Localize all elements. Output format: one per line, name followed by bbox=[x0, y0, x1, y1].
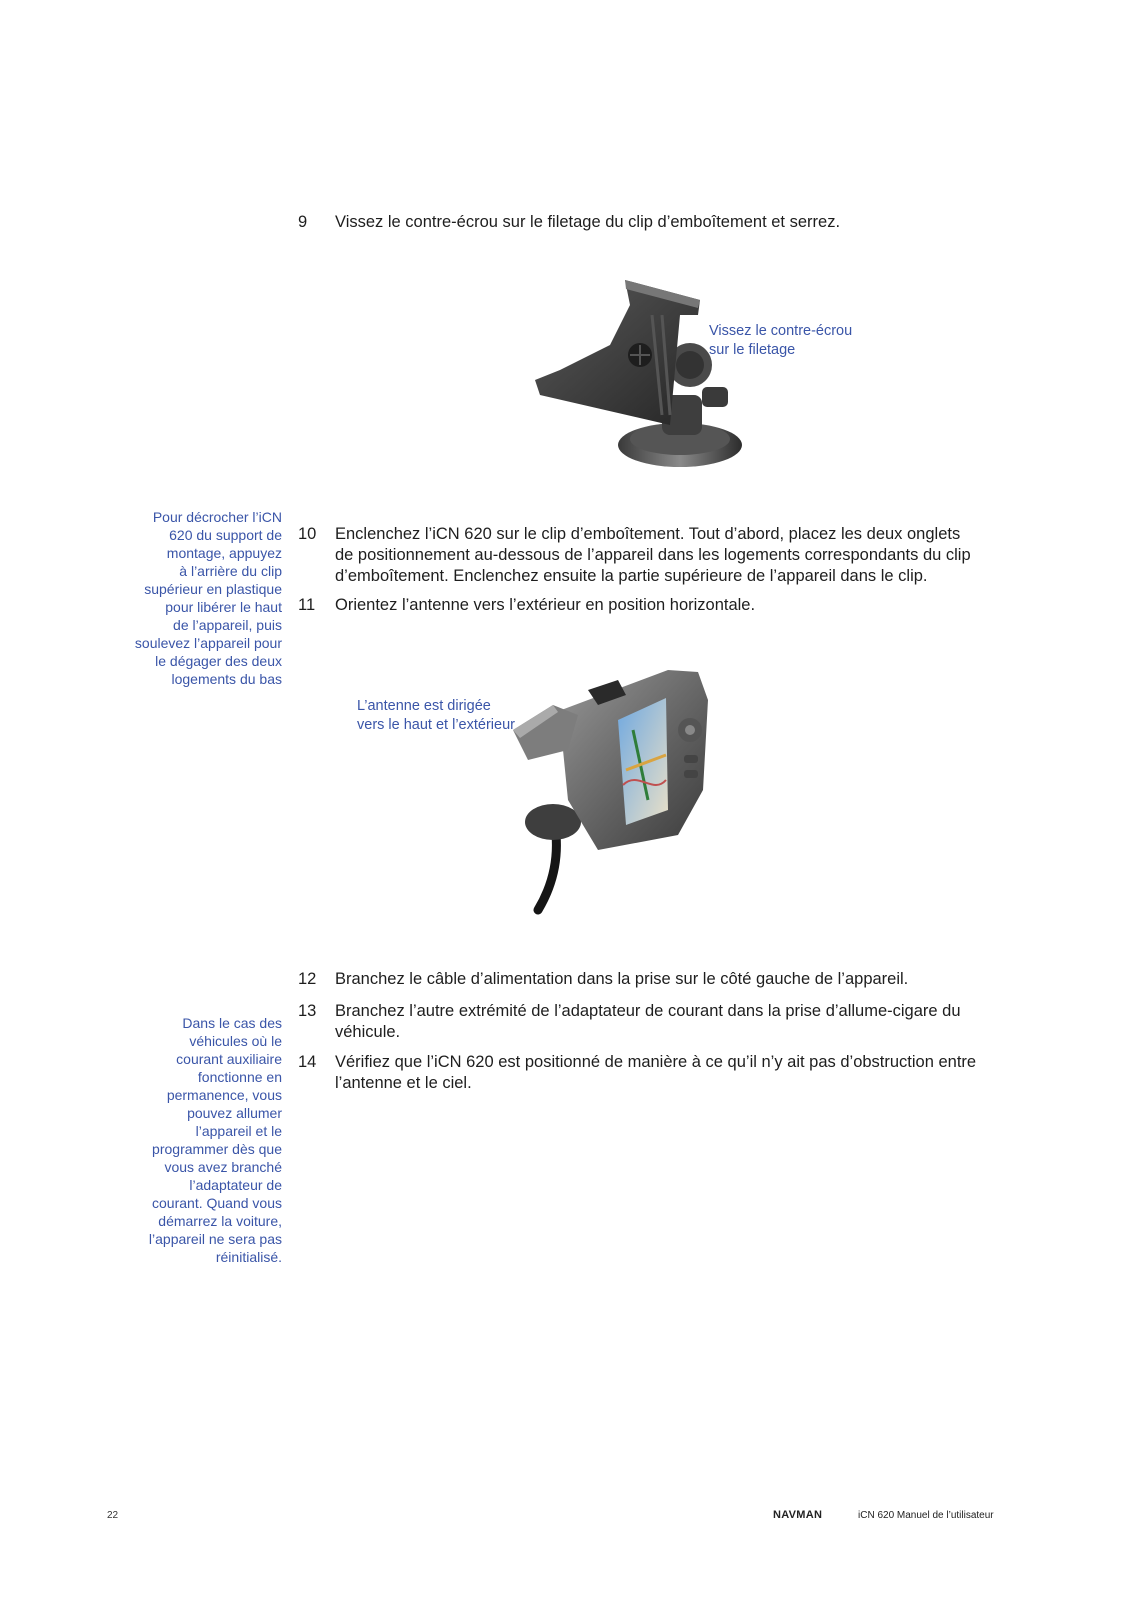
step-number: 14 bbox=[298, 1053, 317, 1071]
step-text: Vissez le contre-écrou sur le filetage du clip d’emboîtement et serrez. bbox=[335, 213, 841, 231]
step-text: Branchez l’autre extrémité de l’adaptateur de courant dans la prise d’allume-cigare du véhicule. bbox=[335, 1002, 961, 1041]
sidebar-note-detach: Pour décrocher l’iCN 620 du support de montage, appuyez à l’arrière du clip supérieur en plastique pour libérer le haut de l’appareil, puis soulevez l’appareil pour le dégager des deux logements du bas bbox=[134, 509, 282, 687]
step-text: Branchez le câble d’alimentation dans la prise sur le côté gauche de l’appareil. bbox=[335, 970, 909, 988]
step-number: 11 bbox=[298, 596, 316, 614]
sidebar-note-power: Dans le cas des véhicules où le courant auxiliaire fonctionne en permanence, vous pouvez allumer l’appareil et le programmer dès que vous avez branché l’adaptateur de courant. Quand vous démarrez la voiture, l’appareil ne sera pas réinitialisé. bbox=[148, 1015, 282, 1265]
step-text: Orientez l’antenne vers l’extérieur en position horizontale. bbox=[335, 596, 756, 614]
gps-device-figure bbox=[508, 660, 723, 922]
page-number: 22 bbox=[107, 1510, 119, 1521]
step-number: 9 bbox=[298, 213, 308, 231]
step-number: 12 bbox=[298, 970, 317, 988]
callout-antenna: L’antenne est dirigée vers le haut et l’extérieur bbox=[357, 698, 515, 733]
callout-locknut: Vissez le contre-écrou sur le filetage bbox=[709, 323, 853, 358]
step-number: 13 bbox=[298, 1002, 317, 1020]
step-text: Vérifiez que l’iCN 620 est positionné de manière à ce qu’il n’y ait pas d’obstruction entre l’antenne et le ciel. bbox=[335, 1053, 977, 1092]
manual-title: iCN 620 Manuel de l’utilisateur bbox=[858, 1510, 994, 1521]
step-number: 10 bbox=[298, 525, 317, 543]
mount-bracket-figure bbox=[530, 275, 750, 475]
step-text: Enclenchez l’iCN 620 sur le clip d’emboîtement. Tout d’abord, placez les deux onglets de positionnement au-dessous de l’appareil dans les logements correspondants du clip d’emboîtement. Enclenchez ensuite la partie supérieure de l’appareil dans le clip. bbox=[335, 525, 971, 585]
brand-logo: NAVMAN bbox=[773, 1509, 823, 1521]
